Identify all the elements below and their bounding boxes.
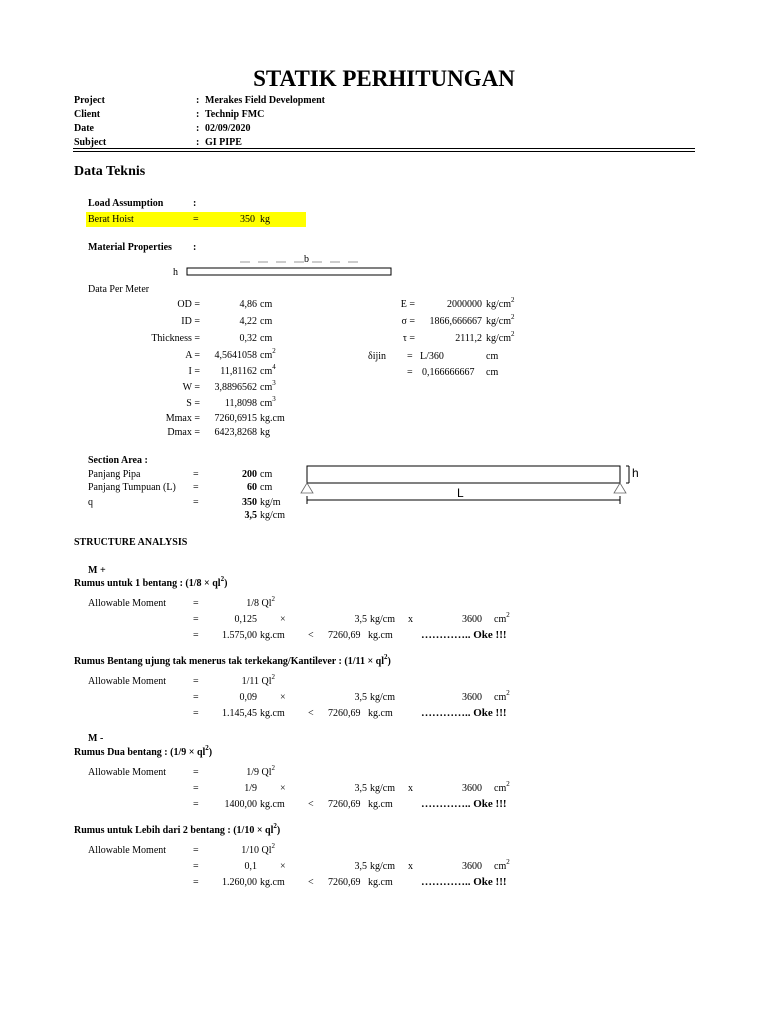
section-eq: =: [193, 482, 199, 493]
header-value: Technip FMC: [205, 109, 265, 120]
formula-expr: [225, 764, 275, 778]
formula-expr: [225, 842, 275, 856]
per-meter-label: Thickness =: [151, 333, 200, 344]
analysis-heading: STRUCTURE ANALYSIS: [74, 537, 188, 548]
formula-title: [74, 653, 391, 667]
moment-result: 1400,00: [224, 799, 257, 810]
property-unit: [486, 330, 515, 344]
beam-h-label: h: [632, 466, 639, 480]
times-sign: ×: [280, 692, 286, 703]
per-meter-value: 4,5641058: [214, 350, 257, 361]
ql-symbol: Ql: [261, 767, 272, 778]
per-meter-unit: [260, 316, 272, 327]
mmax-value: 7260,69: [328, 708, 361, 719]
formula-title-end: ): [387, 656, 391, 667]
per-meter-heading: Data Per Meter: [88, 284, 150, 295]
per-meter-unit: [260, 363, 276, 377]
superscript: 4: [272, 363, 276, 371]
per-meter-value: 4,22: [239, 316, 257, 327]
superscript: 2: [271, 673, 275, 681]
section-unit: kg/cm: [260, 510, 285, 521]
dijin-label: δijin: [368, 351, 387, 362]
header-label: Date: [74, 123, 94, 134]
property-value: 2111,2: [455, 333, 482, 344]
eq-sign: =: [193, 614, 199, 625]
superscript: 3: [272, 379, 276, 387]
formula-title: [74, 575, 228, 589]
l2-unit: [494, 689, 510, 703]
section-label: Panjang Tumpuan (L): [88, 482, 176, 493]
moment-result: 1.575,00: [222, 630, 257, 641]
dijin-unit2: cm: [486, 367, 499, 378]
property-value: 2000000: [447, 299, 482, 310]
formula-title-end: ): [276, 825, 281, 836]
formula-expr: [225, 595, 275, 609]
per-meter-unit: [260, 347, 276, 361]
eq-sign: =: [193, 676, 199, 687]
per-meter-label: A =: [185, 350, 200, 361]
unit-text: cm: [260, 299, 273, 310]
beam-diagram: [298, 462, 643, 510]
per-meter-value: 7260,6915: [214, 413, 257, 424]
property-unit: [486, 313, 515, 327]
section-value: 200: [242, 469, 257, 480]
superscript: 2: [271, 764, 275, 772]
formula-title-text: Rumus Dua bentang : (1/9 × ql: [74, 747, 206, 758]
formula-fraction: 1/9: [246, 767, 259, 778]
l2-unit: [494, 611, 510, 625]
section-unit: kg/m: [260, 497, 281, 508]
q-value: 3,5: [354, 861, 367, 872]
times-sign: ×: [280, 783, 286, 794]
coefficient: 0,125: [234, 614, 257, 625]
per-meter-label: I =: [188, 366, 200, 377]
per-meter-value: 11,81162: [220, 366, 257, 377]
section-value: 3,5: [244, 510, 257, 521]
oke-status: ………….. Oke !!!: [421, 629, 507, 641]
superscript: 2: [511, 313, 515, 321]
times-sign: ×: [280, 614, 286, 625]
beam-L-label: L: [457, 486, 464, 500]
section-unit: cm: [260, 469, 273, 480]
eq-sign: =: [193, 783, 199, 794]
per-meter-value: 0,32: [239, 333, 257, 344]
formula-fraction: 1/11: [241, 676, 259, 687]
eq-sign: =: [193, 692, 199, 703]
unit-text: cm: [260, 366, 273, 377]
superscript: 2: [511, 296, 515, 304]
allowable-moment-label: Allowable Moment: [88, 676, 167, 687]
formula-fraction: 1/8: [246, 598, 259, 609]
l2-value: 3600: [462, 692, 482, 703]
l2-value: 3600: [462, 861, 482, 872]
q-unit: kg/cm: [370, 692, 395, 703]
mmax-unit: kg.cm: [368, 799, 393, 810]
ql-symbol: Ql: [261, 845, 272, 856]
superscript: 2: [506, 611, 510, 619]
per-meter-label: ID =: [181, 316, 200, 327]
formula-title-end: ): [208, 747, 213, 758]
unit-text: kg/cm: [486, 316, 511, 327]
formula-expr: [225, 673, 275, 687]
section-value: 60: [247, 482, 257, 493]
cm-text: cm: [494, 614, 507, 625]
load-label: Berat Hoist: [88, 214, 134, 225]
material-h-label: h: [173, 267, 178, 278]
cm-text: cm: [494, 692, 507, 703]
l2-value: 3600: [462, 614, 482, 625]
material-heading: Material Properties: [88, 242, 172, 253]
formula-title: [74, 744, 213, 758]
eq-sign: =: [193, 845, 199, 856]
allowable-moment-label: Allowable Moment: [88, 845, 167, 856]
allowable-moment-label: Allowable Moment: [88, 767, 167, 778]
header-label: Subject: [74, 137, 107, 148]
x-sign: x: [408, 783, 413, 794]
m-plus-heading: M +: [88, 565, 106, 576]
q-unit: kg/cm: [370, 783, 395, 794]
ql-symbol: Ql: [261, 598, 272, 609]
header-value: Merakes Field Development: [205, 95, 325, 106]
unit-text: cm: [260, 398, 273, 409]
section-unit: cm: [260, 482, 273, 493]
load-heading: Load Assumption: [88, 198, 164, 209]
per-meter-unit: [260, 395, 276, 409]
q-value: 3,5: [354, 783, 367, 794]
q-value: 3,5: [354, 614, 367, 625]
header-label: Project: [74, 95, 105, 106]
superscript: 2: [506, 780, 510, 788]
moment-result: 1.260,00: [222, 877, 257, 888]
header-label: Client: [74, 109, 101, 120]
oke-status: ………….. Oke !!!: [421, 798, 507, 810]
dijin-eq: =: [407, 351, 413, 362]
unit-text: kg.cm: [260, 413, 285, 424]
l2-unit: [494, 780, 510, 794]
per-meter-value: 3,8896562: [214, 382, 257, 393]
cm-text: cm: [494, 783, 507, 794]
mmax-value: 7260,69: [328, 799, 361, 810]
oke-status: ………….. Oke !!!: [421, 707, 507, 719]
material-colon: :: [193, 242, 197, 253]
load-eq: =: [193, 214, 199, 225]
coefficient: 0,1: [244, 861, 257, 872]
per-meter-unit: [260, 333, 272, 344]
per-meter-unit: [260, 379, 276, 393]
per-meter-value: 4,86: [239, 299, 257, 310]
section-value: 350: [242, 497, 257, 508]
header-divider-2: [73, 151, 695, 152]
load-value: 350: [240, 214, 255, 225]
eq-sign: =: [193, 767, 199, 778]
oke-status: ………….. Oke !!!: [421, 876, 507, 888]
header-sep: :: [196, 123, 200, 134]
per-meter-unit: [260, 299, 272, 310]
cm-text: cm: [494, 861, 507, 872]
eq-sign: =: [193, 799, 199, 810]
moment-result: 1.145,45: [222, 708, 257, 719]
mmax-value: 7260,69: [328, 877, 361, 888]
section-label: Panjang Pipa: [88, 469, 141, 480]
header-sep: :: [196, 109, 200, 120]
superscript: 2: [506, 858, 510, 866]
page-title: STATIK PERHITUNGAN: [253, 66, 515, 91]
formula-title-end: ): [224, 578, 228, 589]
material-b-label: b: [304, 254, 309, 265]
per-meter-label: Dmax =: [167, 427, 200, 438]
eq-sign: =: [193, 877, 199, 888]
moment-unit: kg.cm: [260, 708, 285, 719]
superscript: 2: [205, 744, 209, 752]
superscript: 2: [220, 575, 225, 583]
formula-fraction: 1/10: [241, 845, 259, 856]
superscript: 3: [272, 395, 276, 403]
lt-sign: <: [308, 799, 314, 810]
superscript: 2: [383, 653, 388, 661]
mmax-unit: kg.cm: [368, 877, 393, 888]
superscript: 2: [271, 842, 275, 850]
load-colon: :: [193, 198, 197, 209]
ql-symbol: Ql: [261, 676, 272, 687]
header-value: 02/09/2020: [205, 123, 251, 134]
moment-unit: kg.cm: [260, 877, 285, 888]
formula-title: [74, 822, 281, 836]
header-sep: :: [196, 137, 200, 148]
unit-text: cm: [260, 333, 273, 344]
lt-sign: <: [308, 630, 314, 641]
per-meter-value: 11,8098: [224, 398, 257, 409]
mmax-unit: kg.cm: [368, 708, 393, 719]
superscript: 2: [271, 595, 275, 603]
unit-text: kg/cm: [486, 333, 511, 344]
allowable-moment-label: Allowable Moment: [88, 598, 167, 609]
property-label: τ =: [402, 333, 415, 344]
per-meter-unit: [260, 427, 270, 438]
q-unit: kg/cm: [370, 861, 395, 872]
eq-sign: =: [193, 630, 199, 641]
formula-title-text: Rumus untuk 1 bentang : (1/8 × ql: [74, 578, 221, 589]
header-divider: [73, 148, 695, 149]
superscript: 2: [511, 330, 515, 338]
unit-text: kg/cm: [486, 299, 511, 310]
load-unit: kg: [260, 214, 270, 225]
per-meter-label: W =: [182, 382, 200, 393]
section-data-teknis: Data Teknis: [74, 164, 146, 179]
unit-text: cm: [260, 316, 273, 327]
per-meter-label: S =: [186, 398, 200, 409]
superscript: 2: [273, 822, 277, 830]
mmax-value: 7260,69: [328, 630, 361, 641]
l2-value: 3600: [462, 783, 482, 794]
section-eq: =: [193, 497, 199, 508]
section-heading: Section Area :: [88, 455, 148, 466]
section-eq: =: [193, 469, 199, 480]
per-meter-value: 6423,8268: [214, 427, 257, 438]
mmax-unit: kg.cm: [368, 630, 393, 641]
property-unit: [486, 296, 515, 310]
lt-sign: <: [308, 877, 314, 888]
property-label: σ =: [401, 316, 415, 327]
x-sign: x: [408, 861, 413, 872]
m-minus-heading: M -: [88, 733, 104, 744]
section-label: q: [88, 497, 93, 508]
superscript: 2: [272, 347, 276, 355]
unit-text: kg: [260, 427, 270, 438]
formula-title-text: Rumus untuk Lebih dari 2 bentang : (1/10 × ql: [74, 825, 274, 836]
dijin-unit: cm: [486, 351, 499, 362]
coefficient: 1/9: [244, 783, 257, 794]
q-unit: kg/cm: [370, 614, 395, 625]
l2-unit: [494, 858, 510, 872]
header-sep: :: [196, 95, 200, 106]
eq-sign: =: [193, 708, 199, 719]
dijin-expr: L/360: [420, 351, 444, 362]
lt-sign: <: [308, 708, 314, 719]
moment-unit: kg.cm: [260, 799, 285, 810]
per-meter-label: Mmax =: [165, 413, 200, 424]
superscript: 2: [506, 689, 510, 697]
dijin-eq2: =: [407, 367, 413, 378]
property-value: 1866,666667: [429, 316, 482, 327]
eq-sign: =: [193, 598, 199, 609]
header-value: GI PIPE: [205, 137, 242, 148]
per-meter-label: OD =: [177, 299, 200, 310]
coefficient: 0,09: [239, 692, 257, 703]
per-meter-unit: [260, 413, 285, 424]
pipe-section-diagram: [185, 258, 395, 278]
x-sign: x: [408, 614, 413, 625]
times-sign: ×: [280, 861, 286, 872]
eq-sign: =: [193, 861, 199, 872]
formula-title-text: Rumus Bentang ujung tak menerus tak terkekang/Kantilever : (1/11 × ql: [74, 656, 384, 667]
dijin-value: 0,166666667: [422, 367, 475, 378]
property-label: E =: [400, 299, 415, 310]
unit-text: cm: [260, 350, 273, 361]
moment-unit: kg.cm: [260, 630, 285, 641]
unit-text: cm: [260, 382, 273, 393]
q-value: 3,5: [354, 692, 367, 703]
